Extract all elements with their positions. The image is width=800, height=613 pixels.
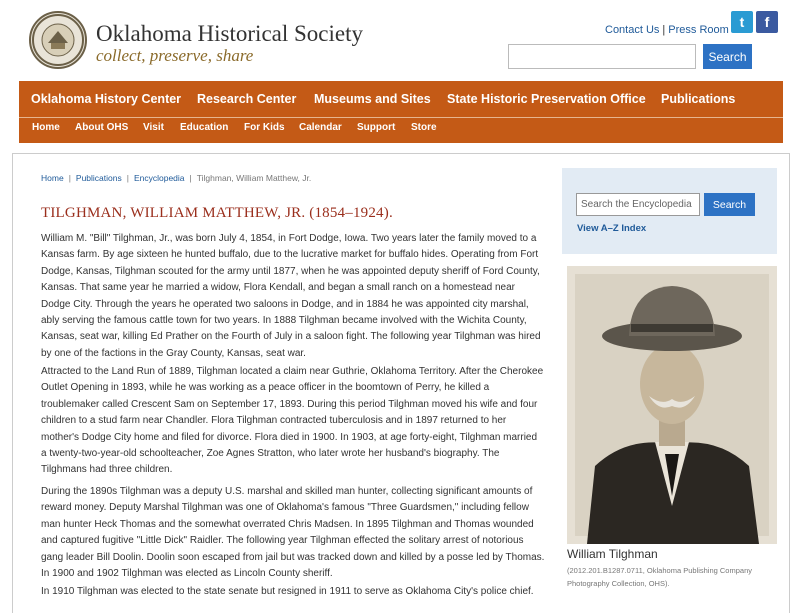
tilghman-photo[interactable]: [567, 266, 777, 544]
site-search-input[interactable]: [508, 44, 696, 69]
link-separator: |: [662, 24, 666, 36]
utility-links: [605, 24, 729, 36]
contact-us-link[interactable]: Contact Us: [605, 24, 660, 36]
twitter-icon[interactable]: t: [731, 11, 753, 33]
nav-education[interactable]: Education: [180, 122, 229, 133]
press-room-link[interactable]: Press Room: [668, 24, 729, 36]
nav-oklahoma-history-center[interactable]: Oklahoma History Center: [31, 92, 182, 106]
encyclopedia-search-button[interactable]: Search: [704, 193, 755, 216]
nav-support[interactable]: Support: [357, 122, 396, 133]
site-search-button[interactable]: Search: [703, 44, 752, 69]
breadcrumb-separator: |: [68, 173, 71, 183]
breadcrumb-separator: |: [189, 173, 192, 183]
nav-museums-and-sites[interactable]: Museums and Sites: [314, 92, 431, 106]
nav-for-kids[interactable]: For Kids: [244, 122, 285, 133]
encyclopedia-search-input[interactable]: Search the Encyclopedia: [576, 193, 700, 216]
breadcrumb: [41, 173, 311, 183]
article-paragraph: Attracted to the Land Run of 1889, Tilghman located a claim near Guthrie, Oklahoma Territory. After the Cherokee Outlet Opening in 1893, while he was working as a peace officer in the boomtown of Perry, he killed a troublemaker called Crescent Sam on September 17, 1893. During this period Tilghman moved his wife and four children to a stud farm near Chandler. Flora Tilghman contracted tuberculosis and in 1897 returned to her mother's Dodge City home and filed for divorce. Flora died in 1900. In 1903, at age forty-eight, Tilghman married a twenty-two-year-old schoolteacher, Zoe Agnes Stratton, who later wrote her husband's biography. The Tilghmans had three children.: [41, 366, 544, 476]
breadcrumb-encyclopedia[interactable]: Encyclopedia: [133, 173, 185, 183]
nav-visit[interactable]: Visit: [143, 122, 164, 133]
nav-publications[interactable]: Publications: [661, 92, 736, 106]
breadcrumb-current: Tilghman, William Matthew, Jr.: [196, 173, 312, 183]
article-paragraph: William M. "Bill" Tilghman, Jr., was born July 4, 1854, in Fort Dodge, Iowa. Two years later the family moved to a Kansas farm. By age sixteen he hunted buffalo, due to the lucrative market for buffalo hides. Operating from Fort Dodge, Kansas, Tilghman scouted for the army until 1877, when he was appointed deputy sheriff of Ford County, Kansas. That same year he married a widow, Flora Kendall, and began a small ranch on a homestead near Dodge City. Through the years he operated two saloons in Dodge, and in 1884 he was appointed city marshal, ably serving the famous cattle town for two years. In 1888 Tilghman became involved with the Wichita County, Kansas, seat war, killing Ed Prather on the Fourth of July in a saloon fight. The following year Tilghman was hired by one of the factions in the Gray County, Kansas, seat war.: [41, 233, 541, 359]
facebook-icon[interactable]: f: [756, 11, 778, 33]
nav-calendar[interactable]: Calendar: [299, 122, 342, 133]
nav-home[interactable]: Home: [32, 122, 60, 133]
main-navigation: [19, 81, 783, 143]
article-paragraph: During the 1890s Tilghman was a deputy U.S. marshal and skilled man hunter, collecting significant amounts of reward money. Deputy Marshal Tilghman was one of Oklahoma's famous "Three Guardsmen," including fellow man hunter Heck Thomas and the somewhat overrated Chris Madsen. In 1895 Tilghman and Thomas wounded and captured fugitive "Little Dick" Raidler. The following year Tilghman effected the solitary arrest of notorious gang leader Bill Doolin. Doolin soon escaped from jail but was tracked down and killed by a posse led by Thomas. In 1900 and 1902 Tilghman was elected as Lincoln County sheriff.: [41, 486, 545, 580]
ohs-seal-logo[interactable]: [29, 11, 87, 69]
breadcrumb-separator: |: [126, 173, 129, 183]
nav-research-center[interactable]: Research Center: [197, 92, 297, 106]
az-index-link[interactable]: View A–Z Index: [577, 223, 647, 234]
photo-caption: William Tilghman: [567, 547, 658, 561]
primary-nav: [19, 81, 783, 118]
breadcrumb-home[interactable]: Home: [41, 173, 64, 183]
photo-credit: (2012.201.B1287.0711, Oklahoma Publishing Company Photography Collection, OHS).: [567, 566, 752, 588]
nav-state-historic-preservation-office[interactable]: State Historic Preservation Office: [447, 92, 646, 106]
site-tagline: collect, preserve, share: [96, 46, 254, 65]
nav-store[interactable]: Store: [411, 122, 437, 133]
site-title[interactable]: Oklahoma Historical Society: [96, 21, 363, 46]
article-title: TILGHMAN, WILLIAM MATTHEW, JR. (1854–1924).: [41, 205, 393, 221]
nav-about-ohs[interactable]: About OHS: [75, 122, 129, 133]
site-header: [0, 0, 800, 78]
article-paragraph: In 1910 Tilghman was elected to the state senate but resigned in 1911 to serve as Oklahoma City's police chief.: [41, 586, 534, 597]
breadcrumb-publications[interactable]: Publications: [75, 173, 122, 183]
